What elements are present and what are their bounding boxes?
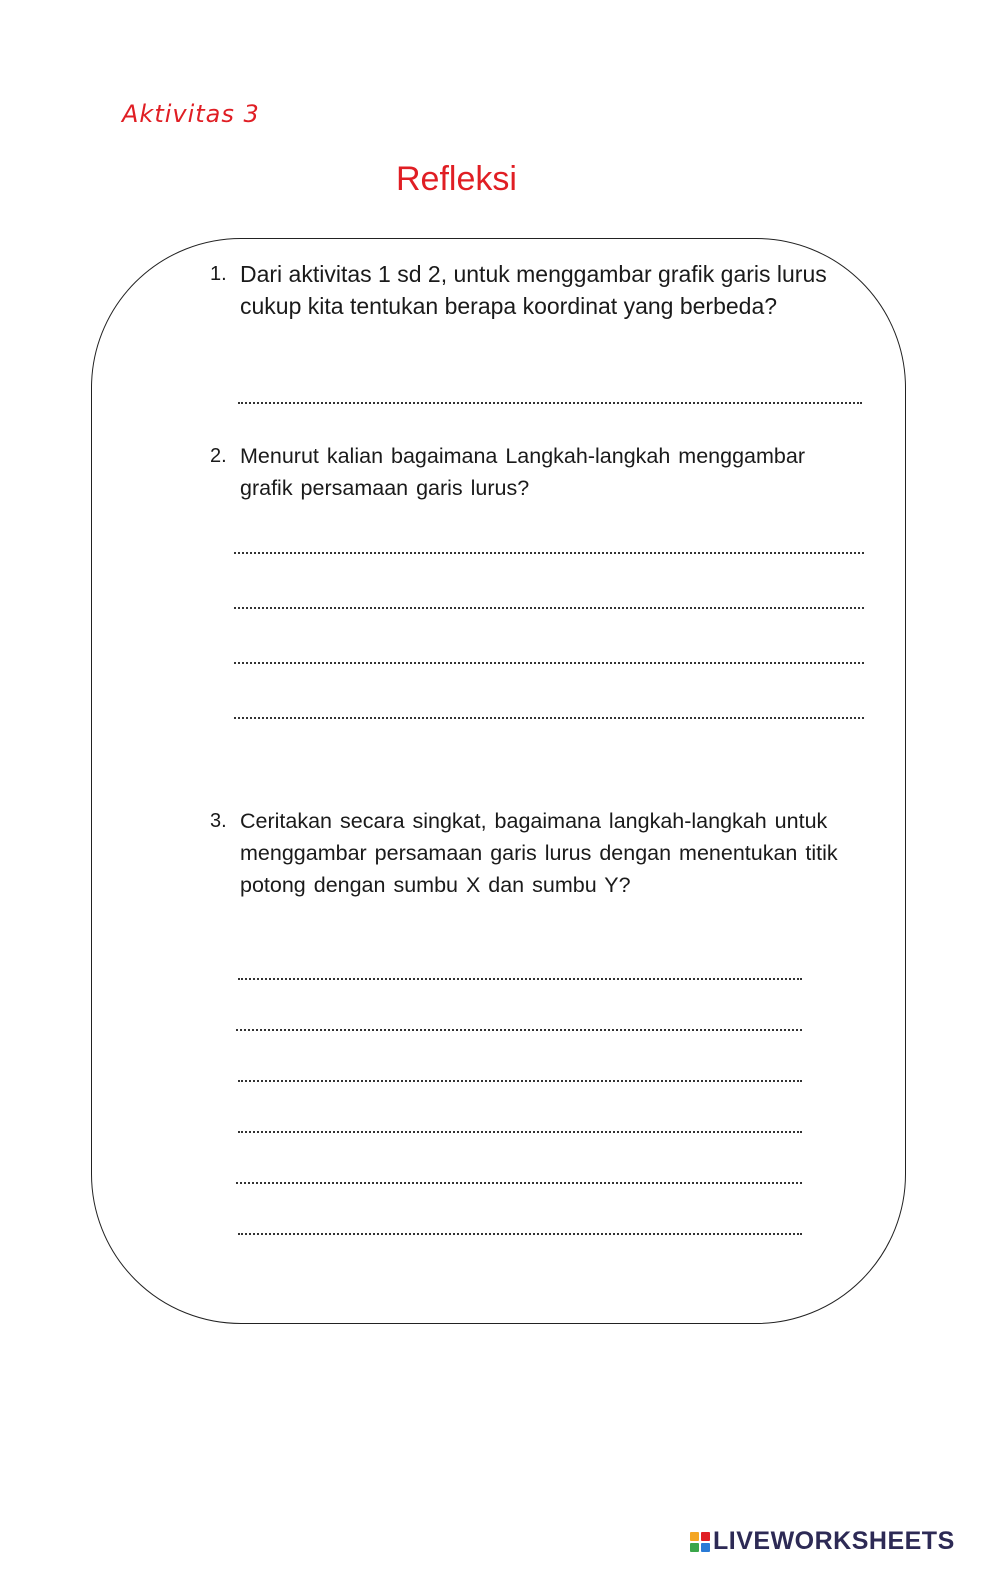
answer-line-q2-2[interactable] [234,607,864,609]
watermark-text: LIVEWORKSHEETS [713,1527,955,1555]
answer-line-q3-5[interactable] [236,1182,802,1184]
activity-label: Aktivitas 3 [122,100,260,128]
answer-line-q3-2[interactable] [236,1029,802,1031]
answer-line-q2-1[interactable] [234,552,864,554]
question-1 [210,258,860,322]
question-3-number: 3. [210,810,227,832]
question-3 [210,805,860,901]
page-title: Refleksi [396,160,517,198]
answer-line-q2-3[interactable] [234,662,864,664]
answer-line-q1-1[interactable] [238,402,862,404]
answer-line-q3-3[interactable] [238,1080,802,1082]
question-2 [210,440,860,504]
reflection-box [91,238,906,1324]
question-2-text: Menurut kalian bagaimana Langkah-langkah menggambar grafik persamaan garis lurus? [240,444,805,500]
answer-line-q3-1[interactable] [238,978,802,980]
question-1-text: Dari aktivitas 1 sd 2, untuk menggambar grafik garis lurus cukup kita tentukan berapa koordinat yang berbeda? [240,261,827,319]
liveworksheets-logo-icon [690,1532,710,1552]
question-2-number: 2. [210,445,227,467]
question-3-text: Ceritakan secara singkat, bagaimana langkah-langkah untuk menggambar persamaan garis lurus dengan menentukan titik potong dengan sumbu X dan sumbu Y? [240,809,838,897]
question-1-number: 1. [210,263,227,285]
answer-line-q3-6[interactable] [238,1233,802,1235]
answer-line-q3-4[interactable] [238,1131,802,1133]
liveworksheets-watermark [690,1527,955,1556]
answer-line-q2-4[interactable] [234,717,864,719]
